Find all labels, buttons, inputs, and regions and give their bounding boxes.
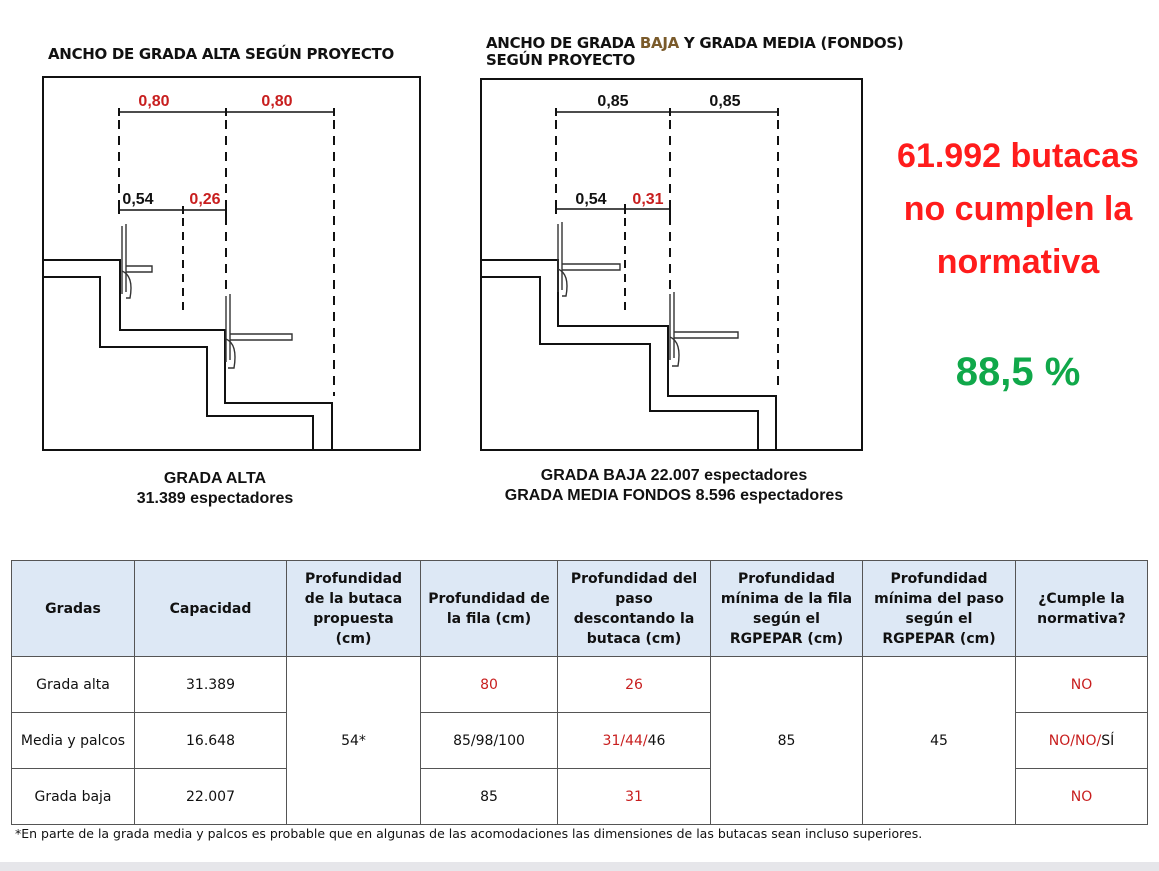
cumple-part-c: SÍ xyxy=(1101,732,1115,749)
dim-top-1-label: 0,80 xyxy=(138,93,170,110)
right-title-line2: SEGÚN PROYECTO xyxy=(486,51,635,69)
step-profile-upper xyxy=(42,260,332,450)
cell-grada: Grada baja xyxy=(12,769,135,825)
cell-fila: 85/98/100 xyxy=(421,713,558,769)
right-caption-line2: GRADA MEDIA FONDOS 8.596 espectadores xyxy=(504,487,844,504)
step-profile-lower xyxy=(42,277,313,450)
left-caption-line1: GRADA ALTA xyxy=(163,470,267,487)
cell-cumple: NO xyxy=(1016,769,1148,825)
right-title-part2: Y GRADA MEDIA (FONDOS) xyxy=(678,34,904,52)
cell-min-paso-merged: 45 xyxy=(863,657,1016,825)
dim-top-1-label: 0,85 xyxy=(597,93,629,110)
dim-top-2-label: 0,85 xyxy=(709,93,741,110)
left-caption-line2: 31.389 espectadores xyxy=(136,490,294,507)
table-row xyxy=(12,657,1148,713)
header-capacidad: Capacidad xyxy=(135,561,287,657)
paso-part-b: 44/ xyxy=(625,732,648,749)
summary-line3: normativa xyxy=(936,243,1100,281)
paso-part-a: 31/ xyxy=(602,732,626,749)
left-caption xyxy=(100,469,330,509)
summary-line1: 61.992 butacas xyxy=(897,137,1139,175)
diagram-frame xyxy=(481,79,862,450)
right-caption xyxy=(474,466,874,506)
cell-cumple xyxy=(1016,713,1148,769)
seat-icon-lower xyxy=(226,294,292,368)
step-profile-lower xyxy=(480,277,758,450)
header-min-paso: Profundidad mínima del paso según el RGPEPAR (cm) xyxy=(863,561,1016,657)
diagram-frame xyxy=(43,77,420,450)
cell-capacidad: 16.648 xyxy=(135,713,287,769)
left-diagram-title: ANCHO DE GRADA ALTA SEGÚN PROYECTO xyxy=(48,45,394,63)
header-paso: Profundidad del paso descontando la butaca (cm) xyxy=(558,561,711,657)
right-title-highlight: BAJA xyxy=(639,34,679,52)
seat-icon-upper xyxy=(558,222,620,296)
footnote: *En parte de la grada media y palcos es probable que en algunas de las acomodaciones las dimensiones de las butacas sean incluso superiores. xyxy=(15,826,923,841)
step-profile-upper xyxy=(480,260,776,450)
right-stand-diagram xyxy=(480,78,864,452)
cell-capacidad: 31.389 xyxy=(135,657,287,713)
header-fila: Profundidad de la fila (cm) xyxy=(421,561,558,657)
seat-icon-lower xyxy=(670,292,738,366)
cell-grada: Media y palcos xyxy=(12,713,135,769)
table-header-row xyxy=(12,561,1148,657)
left-stand-diagram xyxy=(42,76,422,452)
cell-min-fila-merged: 85 xyxy=(711,657,863,825)
dim-seat-label: 0,54 xyxy=(575,191,607,208)
cumple-part-a: NO/ xyxy=(1048,732,1075,749)
seat-icon-upper xyxy=(122,224,152,298)
cell-paso: 31 xyxy=(558,769,711,825)
right-title-part1: ANCHO DE GRADA xyxy=(486,34,640,52)
right-caption-line1: GRADA BAJA 22.007 espectadores xyxy=(540,467,808,484)
dim-pass-label: 0,26 xyxy=(189,191,221,208)
header-min-fila: Profundidad mínima de la fila según el RGPEPAR (cm) xyxy=(711,561,863,657)
paso-part-c: 46 xyxy=(647,732,666,749)
non-compliant-percent: 88,5 % xyxy=(955,350,1081,394)
cell-paso: 26 xyxy=(558,657,711,713)
summary-line2: no cumplen la xyxy=(903,190,1133,228)
cell-cumple: NO xyxy=(1016,657,1148,713)
right-diagram-title xyxy=(486,35,903,69)
non-compliant-summary xyxy=(888,130,1148,289)
cell-capacidad: 22.007 xyxy=(135,769,287,825)
cell-fila: 80 xyxy=(421,657,558,713)
cell-paso xyxy=(558,713,711,769)
cumple-part-b: NO/ xyxy=(1074,732,1102,749)
cell-butaca-merged: 54* xyxy=(287,657,421,825)
dim-pass-label: 0,31 xyxy=(632,191,664,208)
cell-fila: 85 xyxy=(421,769,558,825)
header-gradas: Gradas xyxy=(12,561,135,657)
bottom-bar xyxy=(0,862,1159,871)
cell-grada: Grada alta xyxy=(12,657,135,713)
dim-top-2-label: 0,80 xyxy=(261,93,293,110)
header-butaca: Profundidad de la butaca propuesta (cm) xyxy=(287,561,421,657)
header-cumple: ¿Cumple la normativa? xyxy=(1016,561,1148,657)
dim-seat-label: 0,54 xyxy=(122,191,154,208)
seating-compliance-table xyxy=(11,560,1148,825)
